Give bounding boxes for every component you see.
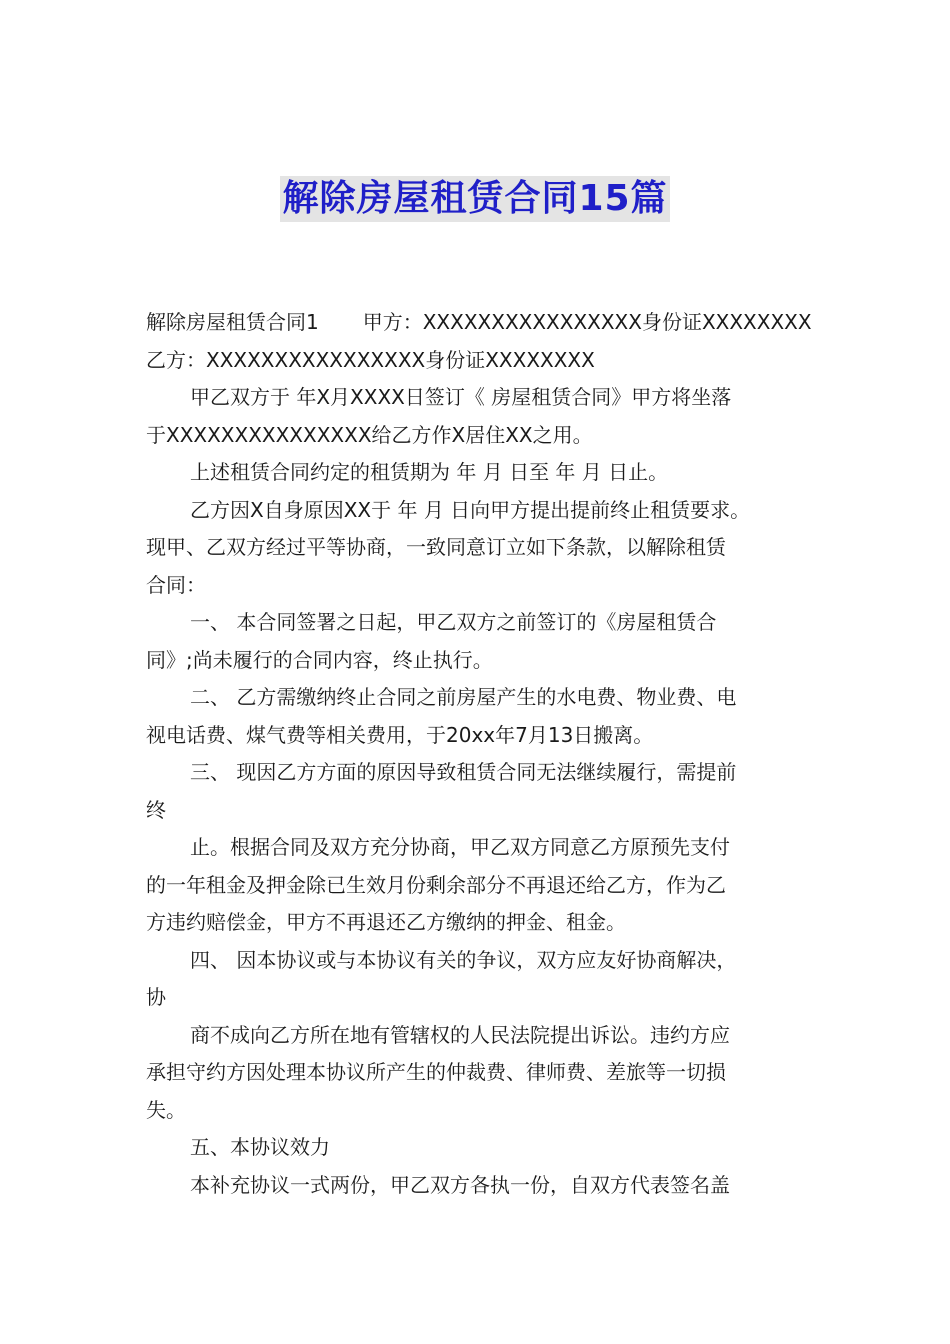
paragraph-line: 四、 因本协议或与本协议有关的争议，双方应友好协商解决， <box>190 947 737 972</box>
paragraph-line: 承担守约方因处理本协议所产生的仲裁费、律师费、差旅等一切损 <box>146 1060 726 1084</box>
paragraph-line: 本补充协议一式两份，甲乙双方各执一份，自双方代表签名盖 <box>190 1172 730 1197</box>
paragraph-line: 的一年租金及押金除已生效月份剩余部分不再退还给乙方，作为乙 <box>146 872 726 897</box>
paragraph-line <box>146 304 816 342</box>
paragraph-line: 于XXXXXXXXXXXXXXX给乙方作X居住XX之用。 <box>146 422 593 447</box>
paragraph-line: 方违约赔偿金，甲方不再退还乙方缴纳的押金、租金。 <box>146 910 626 934</box>
paragraph-line: 二、 乙方需缴纳终止合同之前房屋产生的水电费、物业费、电 <box>190 685 737 709</box>
paragraph-line: 视电话费、煤气费等相关费用，于20xx年7月13日搬离。 <box>146 722 654 747</box>
contract-heading: 解除房屋租赁合同1 <box>146 310 319 334</box>
title-container <box>0 176 950 222</box>
paragraph-line: 止。根据合同及双方充分协商，甲乙双方同意乙方原预先支付 <box>190 835 730 859</box>
paragraph-line: 终 <box>146 797 166 822</box>
paragraph-line: 失。 <box>146 1097 186 1122</box>
paragraph-line: 乙方因X自身原因XX于 年 月 日向甲方提出提前终止租赁要求。 <box>190 497 751 522</box>
paragraph-line: 乙方：XXXXXXXXXXXXXXXX身份证XXXXXXXX <box>146 347 595 372</box>
paragraph-line: 五、本协议效力 <box>190 1135 330 1159</box>
party-a-line: 甲方：XXXXXXXXXXXXXXXX身份证XXXXXXXX <box>362 310 812 334</box>
paragraph-line: 一、 本合同签署之日起，甲乙双方之前签订的《房屋租赁合 <box>190 610 717 634</box>
paragraph-line: 协 <box>146 985 166 1009</box>
paragraph-line: 三、 现因乙方方面的原因导致租赁合同无法继续履行，需提前 <box>190 760 737 784</box>
document-body <box>146 304 816 1204</box>
paragraph-line: 现甲、乙双方经过平等协商，一致同意订立如下条款，以解除租赁 <box>146 535 726 559</box>
paragraph-line: 合同： <box>146 572 206 597</box>
document-title: 解除房屋租赁合同15篇 <box>280 176 669 222</box>
paragraph-line: 上述租赁合同约定的租赁期为 年 月 日至 年 月 日止。 <box>190 460 669 484</box>
paragraph-line: 同》;尚未履行的合同内容，终止执行。 <box>146 647 493 672</box>
paragraph-line: 商不成向乙方所在地有管辖权的人民法院提出诉讼。违约方应 <box>190 1022 730 1047</box>
paragraph-line: 甲乙双方于 年X月XXXX日签订《 房屋租赁合同》甲方将坐落 <box>190 385 732 409</box>
